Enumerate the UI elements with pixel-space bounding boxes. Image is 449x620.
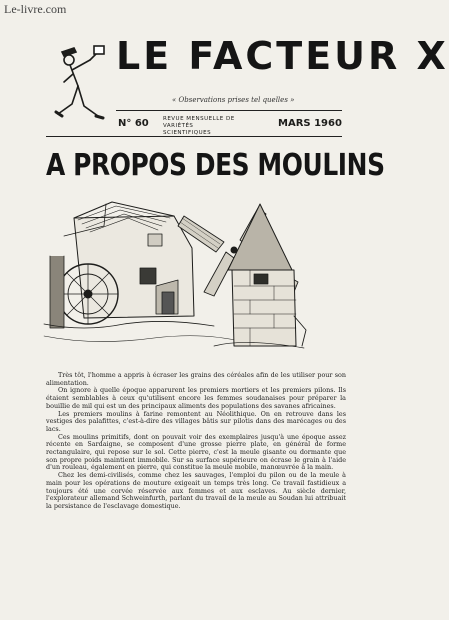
article-body (46, 372, 346, 511)
revue-subtitle: REVUE MENSUELLE DE VARIÉTÉS SCIENTIFIQUES (163, 116, 235, 136)
paragraph-2: On ignore à quelle époque apparurent les premiers mortiers et les premiers pilons. Ils étaient semblables à ceux qu'utilisent encore les femmes soudanaises pour préparer la bouillie de mil qui est un des principaux aliments des populations des savanes africaines. (46, 386, 346, 410)
issue-date: MARS 1960 (278, 118, 342, 129)
watermark: Le-livre.com (4, 2, 67, 16)
postman-mascot-illustration (48, 44, 112, 128)
issue-number: N° 60 (118, 118, 149, 129)
paragraph-4: Ces moulins primitifs, dont on pouvait voir des exemplaires jusqu'à une époque assez récente en Sardaigne, se composent d'une grosse pierre plate, en général de forme rectangulaire, qui repose sur le sol. Cette pierre, c'est la meule gisante ou dormante que son propre poids maintient immobile. Sur sa surface supérieure on écrase le grain à l'aide d'un rouleau, également en pierre, qui constitue la meule mobile, manœuvrée à la main. (46, 432, 346, 472)
header-top-rule (116, 110, 342, 111)
masthead-title: LE FACTEUR X (116, 34, 449, 78)
header-bottom-rule (46, 136, 342, 137)
paragraph-3: Les premiers moulins à farine remontent au Néolithique. On en retrouve dans les vestiges des palafittes, c'est-à-dire des villages bâtis sur pilotis dans des marécages ou des lacs. (46, 409, 346, 433)
paragraph-1: Très tôt, l'homme a appris à écraser les grains des céréales afin de les utiliser pour son alimentation. (46, 371, 346, 387)
paragraph-5: Chez les demi-civilisés, comme chez les sauvages, l'emploi du pilon ou de la meule à main pour les opérations de mouture exigeait un temps très long. Ce travail fastidieux a toujours été une corvée réservée aux femmes et aux esclaves. Au siècle dernier, l'explorateur allemand Schweinfurth, parlant du travail de la meule au Soudan lui attribuait la persistance de l'esclavage domestique. (46, 471, 346, 510)
masthead-tagline: « Observations prises tel quelles » (172, 96, 295, 104)
article-title: A PROPOS DES MOULINS (46, 148, 385, 183)
mill-illustration (44, 196, 348, 368)
